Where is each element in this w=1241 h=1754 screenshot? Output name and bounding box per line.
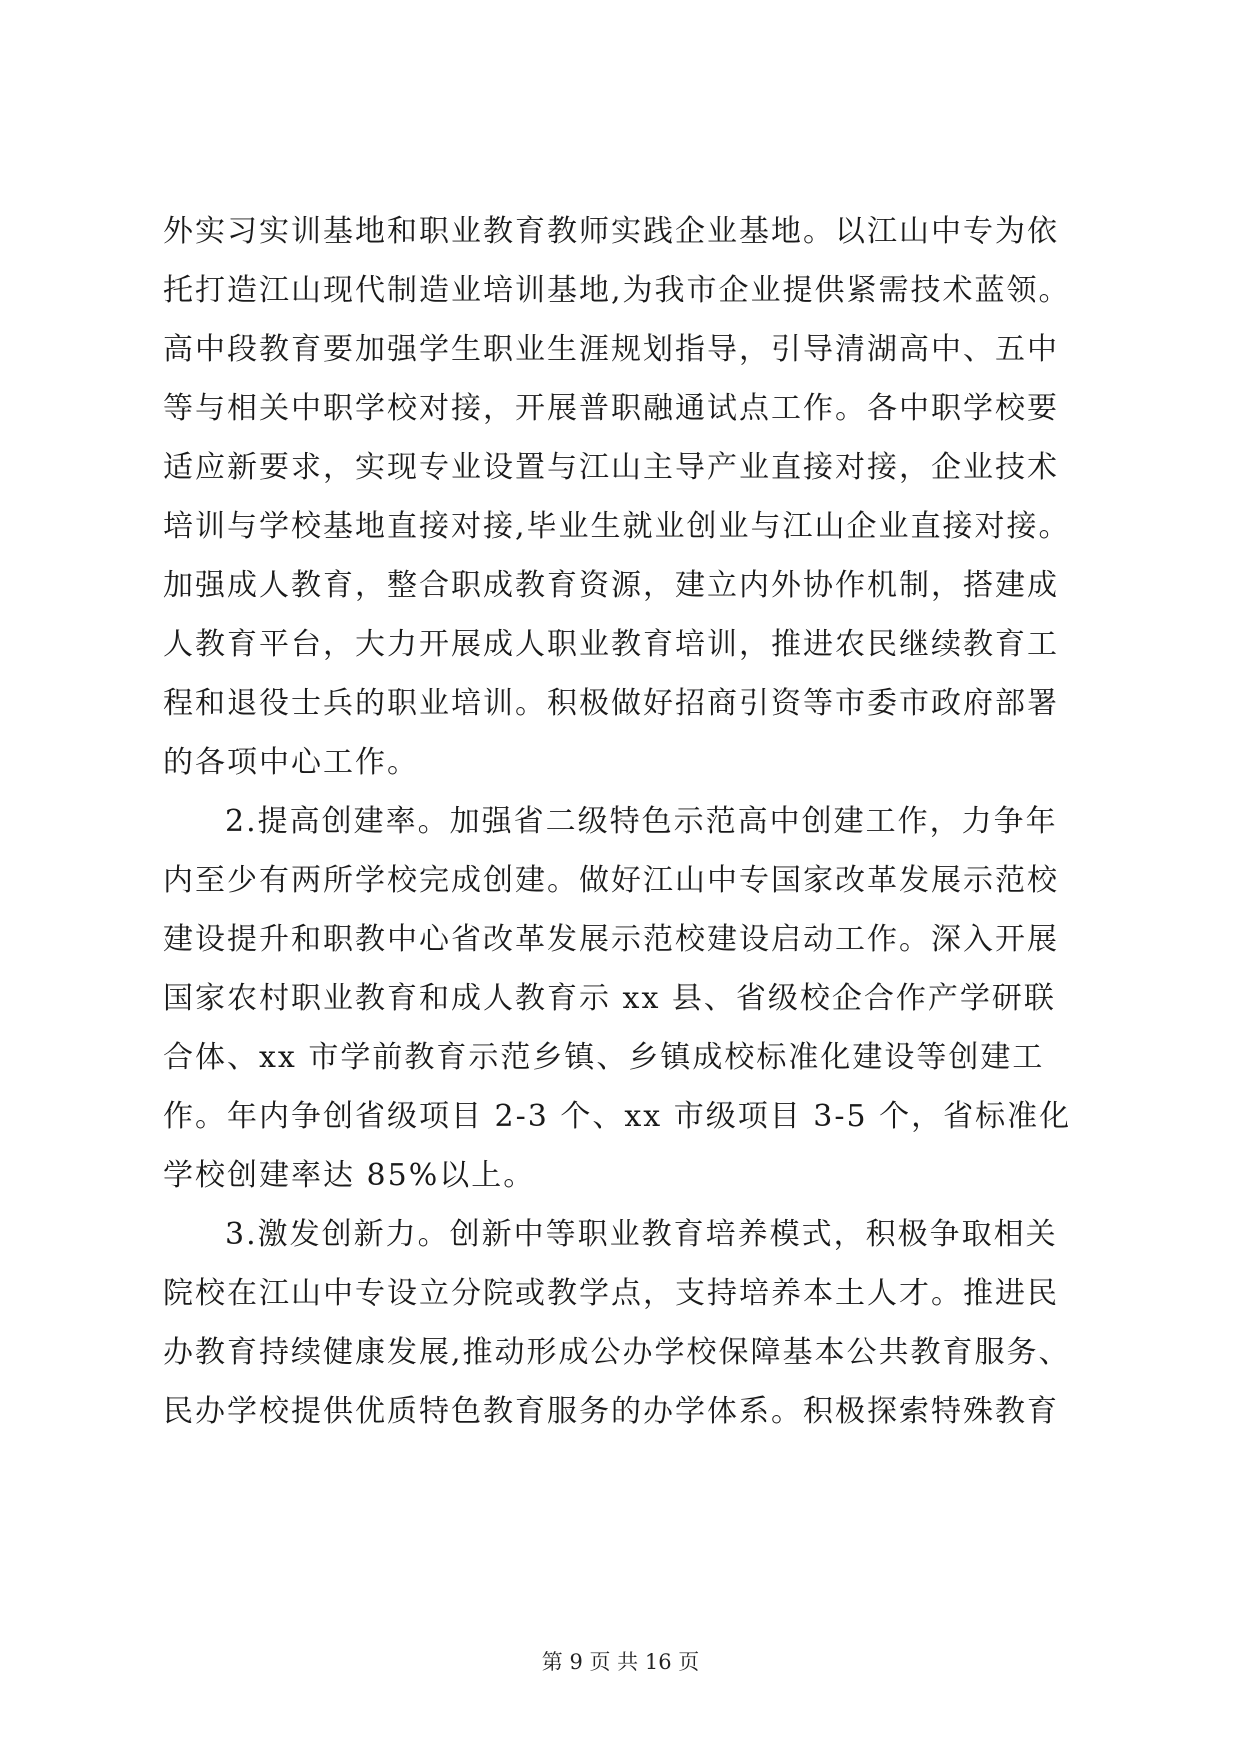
paragraph-3-start: 3.激发创新力。创新中等职业教育培养模式，积极争取相关 — [225, 1217, 1058, 1252]
text-line: 外实习实训基地和职业教育教师实践企业基地。以江山中专为依 — [163, 214, 1059, 249]
text-line: 民办学校提供优质特色教育服务的办学体系。积极探索特殊教育 — [163, 1394, 1059, 1429]
text-line: 托打造江山现代制造业培训基地,为我市企业提供紧需技术蓝领。 — [163, 273, 1071, 308]
text-line: 适应新要求，实现专业设置与江山主导产业直接对接，企业技术 — [163, 450, 1059, 485]
text-line: 高中段教育要加强学生职业生涯规划指导，引导清湖高中、五中 — [163, 332, 1059, 367]
text-line: 培训与学校基地直接对接,毕业生就业创业与江山企业直接对接。 — [163, 509, 1071, 544]
text-line: 等与相关中职学校对接，开展普职融通试点工作。各中职学校要 — [163, 391, 1059, 426]
text-line: 程和退役士兵的职业培训。积极做好招商引资等市委市政府部署 — [163, 686, 1059, 721]
text-line: 建设提升和职教中心省改革发展示范校建设启动工作。深入开展 — [163, 922, 1059, 957]
text-line: 国家农村职业教育和成人教育示 xx 县、省级校企合作产学研联 — [163, 981, 1056, 1016]
text-line: 办教育持续健康发展,推动形成公办学校保障基本公共教育服务、 — [163, 1335, 1071, 1370]
text-line: 院校在江山中专设立分院或教学点，支持培养本土人才。推进民 — [163, 1276, 1059, 1311]
text-line: 人教育平台，大力开展成人职业教育培训，推进农民继续教育工 — [163, 627, 1059, 662]
text-line: 内至少有两所学校完成创建。做好江山中专国家改革发展示范校 — [163, 863, 1059, 898]
text-line: 作。年内争创省级项目 2-3 个、xx 市级项目 3-5 个，省标准化 — [163, 1099, 1072, 1134]
text-line: 学校创建率达 85%以上。 — [163, 1158, 536, 1193]
paragraph-2-start: 2.提高创建率。加强省二级特色示范高中创建工作，力争年 — [225, 804, 1058, 839]
text-line: 的各项中心工作。 — [163, 745, 419, 780]
text-line: 加强成人教育，整合职成教育资源，建立内外协作机制，搭建成 — [163, 568, 1059, 603]
page-footer: 第 9 页 共 16 页 — [541, 1650, 700, 1674]
text-line: 合体、xx 市学前教育示范乡镇、乡镇成校标准化建设等创建工 — [163, 1040, 1045, 1075]
